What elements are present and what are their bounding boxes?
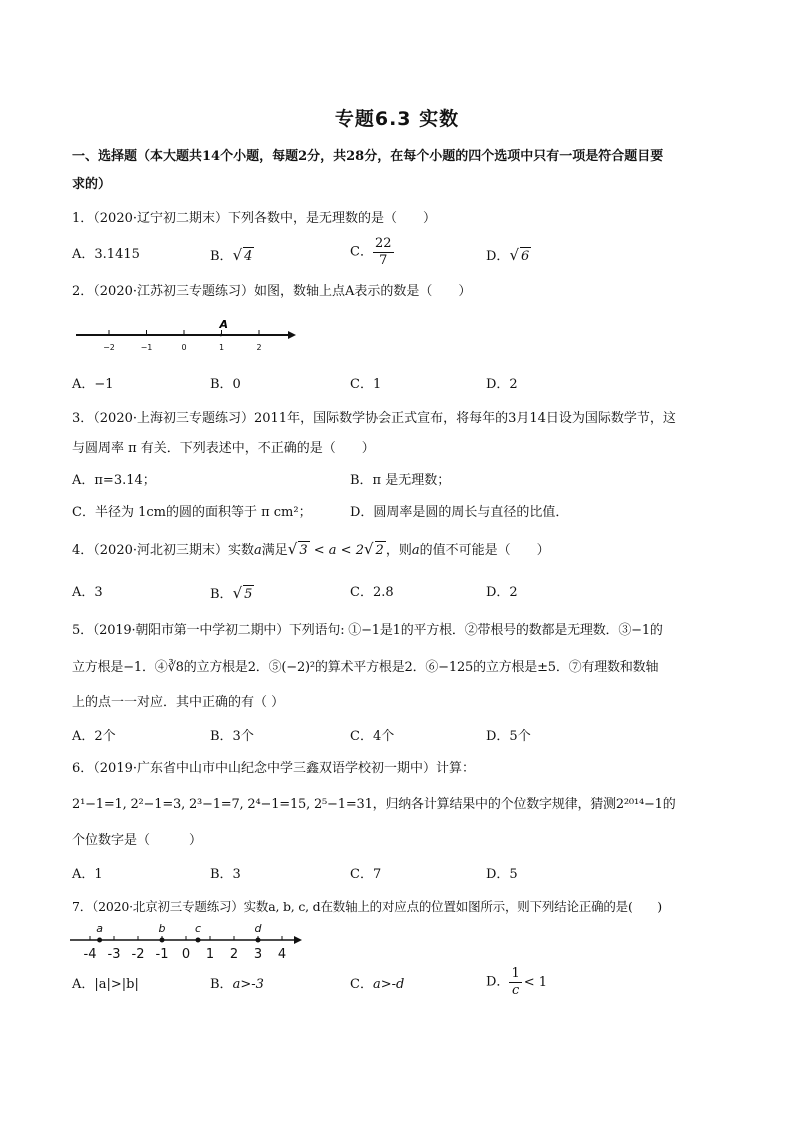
tick-label: 4	[277, 947, 287, 962]
point-a-label: a	[96, 922, 103, 935]
sqrt-radicand: 6	[521, 249, 530, 264]
point-b	[160, 938, 165, 943]
section-heading: 一、选择题（本大题共14个小题，每题2分，共28分，在每个小题的四个选项中只有一项是符合题目要	[72, 149, 664, 164]
question-1-option-a: A．3.1415	[72, 247, 140, 262]
question-2-option-a: A．−1	[72, 377, 114, 392]
question-7-option-c: C．a>-d	[350, 977, 405, 992]
section-heading-cont: 求的）	[72, 177, 112, 192]
tick-label: 0	[181, 947, 191, 962]
tick-label: -2	[131, 947, 145, 962]
question-1-option-d: D．√ 6	[486, 246, 530, 264]
fraction: $\frac{1}{c}$	[511, 966, 520, 998]
question-3-option-b: B．π 是无理数；	[350, 473, 451, 488]
tick-label: 0	[181, 343, 187, 352]
point-c-label: c	[194, 922, 202, 935]
number-line-figure-1	[76, 315, 296, 357]
tick-label: 1	[218, 343, 225, 352]
question-2-option-d: D．2	[486, 377, 518, 392]
question-4-option-c: C．2.8	[350, 585, 394, 600]
point-c	[196, 938, 201, 943]
question-5-stem: 5．（2019·朝阳市第一中学初二期中）下列语句: ①−1是1的平方根．②带根号的数都是无理数．③−1的	[72, 623, 663, 638]
tick-label: -3	[107, 947, 121, 962]
question-7-option-a: A．|a|>|b|	[72, 977, 139, 992]
question-1-option-b: B．√ 4	[210, 246, 253, 264]
question-1-stem: 1．（2020·辽宁初二期末）下列各数中，是无理数的是（ ）	[72, 211, 436, 226]
question-4-option-a: A．3	[72, 585, 103, 600]
arrow-icon	[288, 331, 296, 339]
question-6-option-c: C．7	[350, 867, 382, 882]
question-4-option-d: D．2	[486, 585, 518, 600]
question-3-option-c: C．半径为 1cm的圆的面积等于 π cm²；	[72, 505, 312, 520]
fraction: $\frac{22}{7}$	[374, 236, 392, 268]
question-6-stem-equations: 2¹−1=1, 2²−1=3, 2³−1=7, 2⁴−1=15, 2⁵−1=31，归纳各计算结果中的个位数字规律，猜测2²⁰¹⁴−1的	[72, 797, 676, 812]
question-6-option-a: A．1	[72, 867, 103, 882]
number-line-figure-2	[70, 920, 306, 964]
question-7-option-b: B．a>-3	[210, 977, 264, 992]
question-3-option-d: D．圆周率是圆的周长与直径的比值．	[350, 505, 569, 520]
question-6-option-b: B．3	[210, 867, 241, 882]
question-5-option-d: D．5个	[486, 729, 531, 744]
question-4-stem: 4．（2020·河北初三期末）实数a满足√ 3 < a < 2√ 2 ，则a的值不可能是（ ）	[72, 540, 550, 558]
question-5-stem-cont: 立方根是−1．④∛8的立方根是2．⑤(−2)²的算术平方根是2．⑥−125的立方根是±5．⑦有理数和数轴	[72, 660, 659, 675]
point-a	[97, 938, 102, 943]
tick-label: −1	[140, 343, 153, 352]
question-5-stem-end: 上的点一一对应．其中正确的有（ ）	[72, 695, 285, 710]
question-6-option-d: D．5	[486, 867, 518, 882]
point-d-label: d	[254, 922, 262, 935]
question-2-option-c: C．1	[350, 377, 382, 392]
point-b-label: b	[158, 922, 166, 935]
arrow-icon	[294, 936, 302, 944]
question-2-option-b: B．0	[210, 377, 241, 392]
question-5-option-b: B．3个	[210, 729, 254, 744]
question-6-stem-end: 个位数字是（ ）	[72, 833, 203, 848]
point-a-label: A	[219, 318, 229, 331]
tick-label: −2	[103, 343, 115, 352]
question-3-stem-cont: 与圆周率 π 有关．下列表述中，不正确的是（ ）	[72, 441, 375, 456]
tick-label: 2	[229, 947, 239, 962]
tick-label: -4	[83, 947, 97, 962]
tick-label: 2	[256, 343, 262, 352]
question-4-option-b: B．√ 5	[210, 584, 253, 602]
point-d	[256, 938, 261, 943]
sqrt-radicand: 5	[244, 587, 253, 602]
point-a	[219, 334, 222, 337]
question-5-option-c: C．4个	[350, 729, 395, 744]
sqrt-radicand: 4	[244, 249, 253, 264]
tick-label: 3	[253, 947, 263, 962]
page-title: 专题6.3 实数	[334, 108, 460, 130]
tick-label: -1	[155, 947, 169, 962]
question-3-stem: 3．（2020·上海初三专题练习）2011年，国际数学协会正式宣布，将每年的3月14日设为国际数学节，这	[72, 411, 676, 426]
question-6-stem: 6．（2019·广东省中山市中山纪念中学三鑫双语学校初一期中）计算：	[72, 761, 475, 776]
tick-label: 1	[205, 947, 215, 962]
question-7-option-d: D． $\frac{1}{c}$ < 1	[486, 966, 548, 998]
question-1-option-c: C． $\frac{22}{7}$	[350, 236, 392, 268]
question-2-stem: 2．（2020·江苏初三专题练习）如图，数轴上点A表示的数是（ ）	[72, 284, 472, 299]
question-5-option-a: A．2个	[72, 729, 116, 744]
question-7-stem: 7．（2020·北京初三专题练习）实数a, b, c, d在数轴上的对应点的位置如图所示，则下列结论正确的是( )	[72, 899, 662, 914]
question-3-option-a: A．π=3.14；	[72, 473, 156, 488]
